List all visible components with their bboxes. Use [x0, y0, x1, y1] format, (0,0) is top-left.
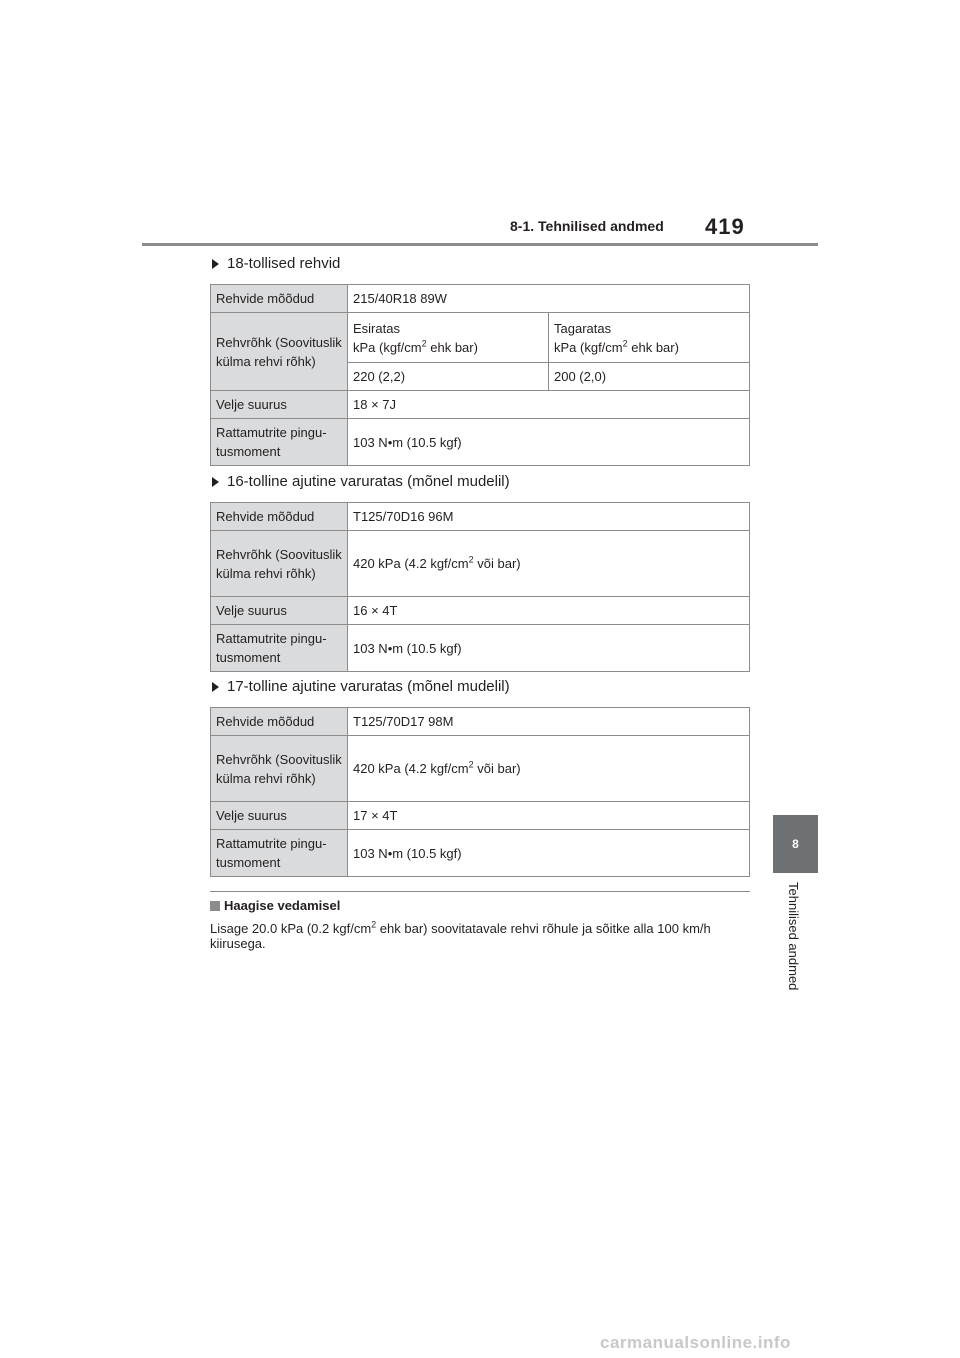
- unit-suffix: ehk bar): [627, 339, 679, 355]
- tire-size-value: 215/40R18 89W: [348, 285, 750, 313]
- torque-label: Rattamutrite pingu-tusmoment: [211, 625, 348, 672]
- front-pressure-value: 220 (2,2): [348, 363, 549, 391]
- torque-value: 103 N•m (10.5 kgf): [348, 830, 750, 877]
- front-unit: [353, 338, 543, 357]
- unit-superscript: 2: [622, 338, 628, 349]
- unit-prefix: kPa (kgf/cm: [554, 339, 623, 355]
- tire-size-label: Rehvide mõõdud: [211, 285, 348, 313]
- tire-size-label: Rehvide mõõdud: [211, 708, 348, 736]
- table-row: [211, 830, 750, 877]
- note-prefix: Lisage 20.0 kPa (0.2 kgf/cm: [210, 921, 372, 936]
- pressure-suffix: või bar): [473, 761, 521, 776]
- note-body: [210, 921, 750, 951]
- table-row: [211, 625, 750, 672]
- spec-table-16: [210, 502, 750, 672]
- table-row: [211, 531, 750, 597]
- rim-size-label: Velje suurus: [211, 391, 348, 419]
- table-row: [211, 503, 750, 531]
- rim-size-label: Velje suurus: [211, 802, 348, 830]
- pressure-prefix: 420 kPa (4.2 kgf/cm: [353, 761, 469, 776]
- torque-label: Rattamutrite pingu-tusmoment: [211, 419, 348, 466]
- rim-size-value: 18 × 7J: [348, 391, 750, 419]
- section-title-17: [212, 678, 510, 695]
- unit-prefix: kPa (kgf/cm: [353, 339, 422, 355]
- triangle-bullet-icon: [212, 259, 219, 269]
- front-header: [348, 313, 549, 363]
- triangle-bullet-icon: [212, 682, 219, 692]
- pressure-suffix: või bar): [473, 556, 521, 571]
- note-superscript: 2: [371, 919, 377, 930]
- header-divider: [142, 243, 818, 246]
- table-row: [211, 597, 750, 625]
- unit-superscript: 2: [468, 554, 474, 565]
- note-suffix: ehk bar) soovitatavale rehvi rõhule ja sõitke alla 100 km/h kiirusega.: [210, 921, 711, 951]
- triangle-bullet-icon: [212, 477, 219, 487]
- section-title-text: 18-tollised rehvid: [227, 255, 341, 272]
- note-divider: [210, 891, 750, 892]
- rim-size-value: 17 × 4T: [348, 802, 750, 830]
- rim-size-label: Velje suurus: [211, 597, 348, 625]
- unit-superscript: 2: [421, 338, 427, 349]
- table-row: [211, 802, 750, 830]
- pressure-label: Rehvrõhk (Soovituslik külma rehvi rõhk): [211, 531, 348, 597]
- table-row: [211, 391, 750, 419]
- pressure-prefix: 420 kPa (4.2 kgf/cm: [353, 556, 469, 571]
- table-row: [211, 419, 750, 466]
- front-label: Esiratas: [353, 320, 400, 336]
- table-row: [211, 736, 750, 802]
- torque-value: 103 N•m (10.5 kgf): [348, 625, 750, 672]
- section-title-text: 17-tolline ajutine varuratas (mõnel mudelil): [227, 678, 510, 695]
- spec-table-18: [210, 284, 750, 466]
- rear-unit: [554, 338, 744, 357]
- table-row: [211, 313, 750, 363]
- table-row: [211, 285, 750, 313]
- section-title-text: 16-tolline ajutine varuratas (mõnel mudelil): [227, 473, 510, 490]
- page-number: 419: [705, 214, 745, 239]
- chapter-number: 8: [792, 837, 799, 851]
- rim-size-value: 16 × 4T: [348, 597, 750, 625]
- pressure-label: Rehvrõhk (Soovituslik külma rehvi rõhk): [211, 736, 348, 802]
- chapter-label: Tehnilised andmed: [786, 882, 801, 991]
- rear-label: Tagaratas: [554, 320, 612, 336]
- torque-label: Rattamutrite pingu-tusmoment: [211, 830, 348, 877]
- watermark-text: carmanualsonline.info: [600, 1333, 791, 1352]
- table-row: [211, 708, 750, 736]
- tire-size-value: T125/70D17 98M: [348, 708, 750, 736]
- spec-table-17: [210, 707, 750, 877]
- pressure-value: [348, 736, 750, 802]
- header-section-title: 8-1. Tehnilised andmed: [510, 218, 664, 234]
- unit-superscript: 2: [468, 759, 474, 770]
- rear-header: [549, 313, 750, 363]
- section-title-16: [212, 473, 510, 490]
- pressure-value: [348, 531, 750, 597]
- rear-pressure-value: 200 (2,0): [549, 363, 750, 391]
- unit-suffix: ehk bar): [426, 339, 478, 355]
- chapter-tab: [773, 815, 818, 873]
- note-title-text: Haagise vedamisel: [224, 898, 341, 913]
- square-bullet-icon: [210, 901, 220, 911]
- tire-size-label: Rehvide mõõdud: [211, 503, 348, 531]
- torque-value: 103 N•m (10.5 kgf): [348, 419, 750, 466]
- section-title-18: [212, 255, 340, 272]
- pressure-label: Rehvrõhk (Soovituslik külma rehvi rõhk): [211, 313, 348, 391]
- tire-size-value: T125/70D16 96M: [348, 503, 750, 531]
- note-heading: [210, 898, 340, 913]
